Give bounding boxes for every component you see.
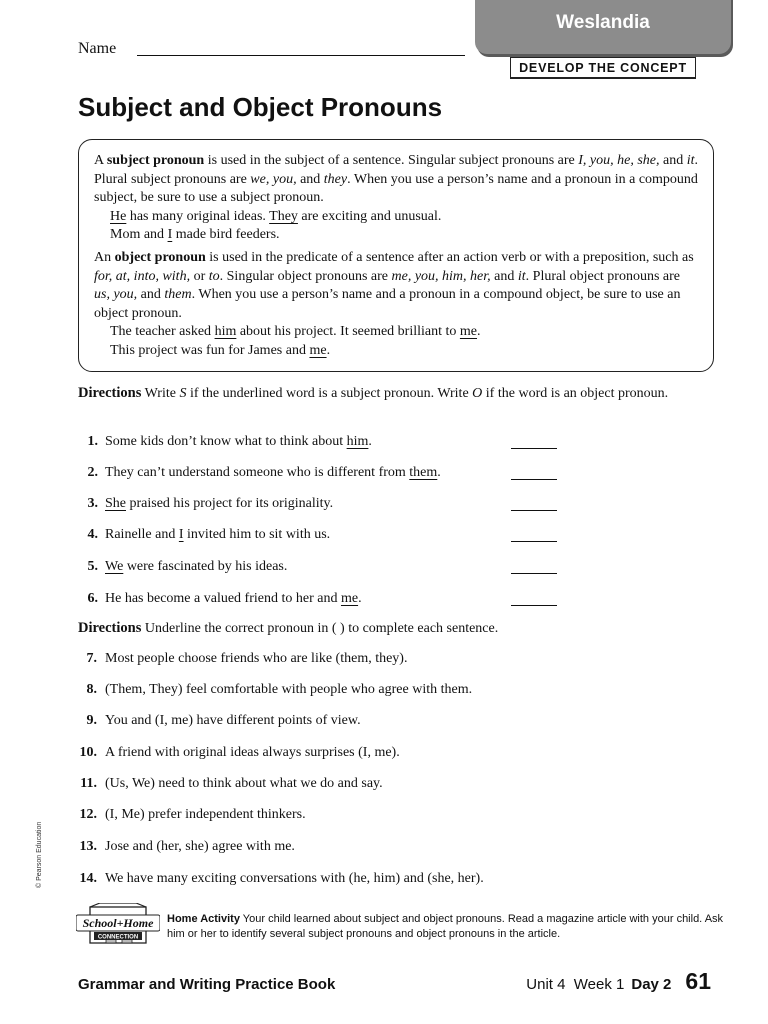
subject-example-2: Mom and I made bird feeders. bbox=[110, 227, 280, 243]
copyright-notice: © Pearson Education bbox=[36, 821, 43, 888]
rules-box bbox=[78, 139, 714, 372]
svg-text:CONNECTION: CONNECTION bbox=[97, 934, 139, 941]
exercise-item-6: 6. He has become a valued friend to her and me. bbox=[78, 591, 558, 611]
series-title: Weslandia bbox=[556, 12, 650, 33]
answer-blank[interactable] bbox=[511, 573, 557, 574]
object-example-1: The teacher asked him about his project. It seemed brilliant to me. bbox=[110, 324, 481, 340]
exercise-item-8: 8. (Them, They) feel comfortable with people who agree with them. bbox=[86, 682, 473, 697]
exercise-item-9: 9. You and (I, me) have different points of view. bbox=[86, 713, 361, 728]
subject-rule: A subject pronoun is used in the subject of a sentence. Singular subject pronouns are I, you, he, she, and it. Plural subject pronouns are we, you, and they. When you use a person’s name and a pronoun in a compound subject, be sure to use a subject pronoun. bbox=[94, 153, 699, 206]
exercise-item-11: 11. (Us, We) need to think about what we do and say. bbox=[80, 776, 383, 791]
answer-blank[interactable] bbox=[511, 605, 557, 606]
page-number: 61 bbox=[685, 968, 711, 994]
exercise-item-5: 5. We were fascinated by his ideas. bbox=[78, 559, 558, 579]
home-activity-note: Home Activity Your child learned about subject and object pronouns. Read a magazine article with your child. Ask him or her to identify several subject pronouns and object pronouns in the article. bbox=[167, 913, 724, 940]
unit-week: Unit 4 Week 1 bbox=[526, 976, 625, 993]
answer-blank[interactable] bbox=[511, 541, 557, 542]
name-label: Name bbox=[78, 40, 117, 57]
exercise-item-10: 10. A friend with original ideas always surprises (I, me). bbox=[79, 745, 400, 760]
name-line bbox=[137, 55, 465, 56]
answer-blank[interactable] bbox=[511, 510, 557, 511]
exercise-item-2: 2. They can’t understand someone who is different from them. bbox=[78, 465, 558, 485]
exercise-item-12: 12. (I, Me) prefer independent thinkers. bbox=[79, 807, 306, 822]
day-label: Day 2 bbox=[631, 976, 672, 993]
svg-text:School+Home: School+Home bbox=[82, 916, 154, 930]
develop-concept-badge: DEVELOP THE CONCEPT bbox=[510, 57, 696, 79]
subject-example-1: He has many original ideas. They are exciting and unusual. bbox=[110, 208, 442, 224]
page-title: Subject and Object Pronouns bbox=[78, 92, 443, 122]
answer-blank[interactable] bbox=[511, 479, 557, 480]
exercise-item-1: 1. Some kids don’t know what to think about him. bbox=[78, 434, 558, 454]
directions-part-2: Directions Underline the correct pronoun in ( ) to complete each sentence. bbox=[78, 620, 499, 636]
object-rule: An object pronoun is used in the predicate of a sentence after an action verb or with a preposition, such as for, at, into, with, or to. Singular object pronouns are me, you, him, her, and it. Plural object pronouns are us, you, and them. When you use a person’s name and a pronoun in a compound object, be sure to use an object pronoun. bbox=[94, 249, 694, 321]
school-home-connection-logo bbox=[76, 903, 160, 947]
exercise-item-14: 14. We have many exciting conversations with (he, him) and (she, her). bbox=[79, 871, 484, 886]
book-title: Grammar and Writing Practice Book bbox=[78, 976, 336, 993]
directions-part-1: Directions Write S if the underlined word is a subject pronoun. Write O if the word is an object pronoun. bbox=[78, 385, 669, 401]
series-tab bbox=[475, 0, 731, 54]
answer-blank[interactable] bbox=[511, 448, 557, 449]
exercise-item-4: 4. Rainelle and I invited him to sit with us. bbox=[78, 527, 558, 547]
exercise-item-13: 13. Jose and (her, she) agree with me. bbox=[79, 839, 295, 854]
page-info bbox=[526, 968, 711, 995]
exercise-item-3: 3. She praised his project for its originality. bbox=[78, 496, 558, 516]
object-example-2: This project was fun for James and me. bbox=[110, 342, 331, 358]
exercise-item-7: 7. Most people choose friends who are like (them, they). bbox=[86, 651, 408, 666]
